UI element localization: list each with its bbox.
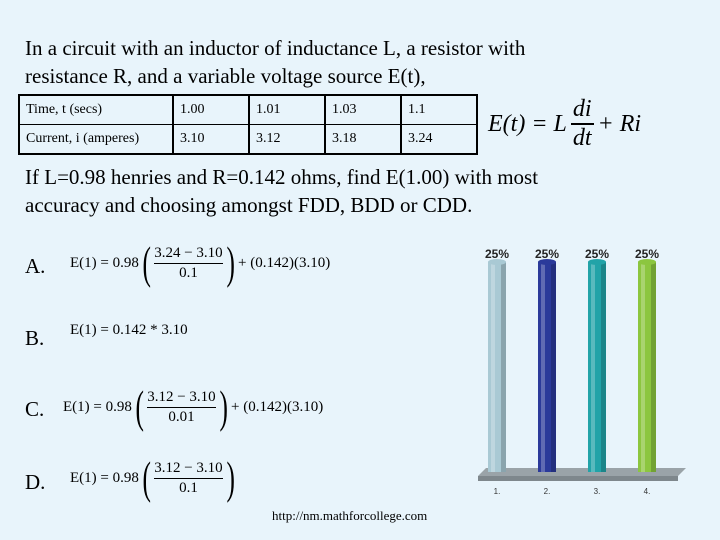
table-header-current: Current, i (amperes) [19,125,173,155]
formula-fraction [571,96,594,152]
chart-bar-highlight [491,262,495,472]
table-header-time: Time, t (secs) [19,95,173,125]
table-cell: 3.24 [401,125,477,155]
fraction-bar [154,478,222,479]
question-line-2: resistance R, and a variable voltage source E(t), [25,64,426,88]
question-line-1: In a circuit with an inductor of inductance L, a resistor with [25,36,526,60]
prompt-line-2: accuracy and choosing amongst FDD, BDD or CDD. [25,193,473,217]
right-paren: ) [226,452,235,503]
option-a-fraction [154,245,222,282]
response-chart [470,240,690,500]
option-d-expression[interactable] [70,452,238,503]
option-c-lhs: E(1) = 0.98 [63,398,132,415]
option-c-letter[interactable]: C. [25,397,45,421]
chart-category-label: 1. [493,487,501,496]
option-a-expression[interactable] [70,237,331,288]
option-d-denominator: 0.1 [179,479,198,496]
circuit-formula [488,96,641,152]
option-d-lhs: E(1) = 0.98 [70,469,139,486]
chart-bar-highlight [541,262,545,472]
data-table [18,94,478,155]
chart-category-label: 4. [643,487,651,496]
source-url[interactable]: http://nm.mathforcollege.com [272,508,428,523]
table-cell: 1.01 [249,95,325,125]
option-a-numerator: 3.24 − 3.10 [154,244,223,261]
option-a-denominator: 0.1 [179,264,198,281]
option-a-letter[interactable]: A. [25,254,46,278]
option-c-numerator: 3.12 − 3.10 [147,388,216,405]
chart-data-label: 25% [534,247,560,261]
table-cell: 1.03 [325,95,401,125]
table-cell: 3.12 [249,125,325,155]
table-cell: 1.00 [173,95,249,125]
fraction-bar [154,263,222,264]
chart-data-label: 25% [484,247,510,261]
chart-data-label: 25% [634,247,660,261]
table-cell: 3.10 [173,125,249,155]
left-paren: ( [135,381,144,432]
chart-bar-shade [651,262,656,472]
table-cell: 1.1 [401,95,477,125]
formula-numerator: di [572,96,592,122]
option-c-fraction [147,389,215,426]
formula-denominator: dt [572,125,592,151]
chart-bar-highlight [591,262,595,472]
table-cell: 3.18 [325,125,401,155]
chart-data-label: 25% [584,247,610,261]
chart-bar-shade [601,262,606,472]
left-paren: ( [142,237,151,288]
question-text [25,34,625,90]
chart-category-label: 3. [593,487,601,496]
right-paren: ) [226,237,235,288]
option-d-fraction [154,460,222,497]
option-a-tail: + (0.142)(3.10) [238,254,331,271]
chart-bar-highlight [641,262,645,472]
chart-category-label: 2. [543,487,551,496]
table-row-current [19,125,477,155]
table-row-time [19,95,477,125]
left-paren: ( [142,452,151,503]
prompt-line-1: If L=0.98 henries and R=0.142 ohms, find E(1.00) with most [25,165,539,189]
option-c-tail: + (0.142)(3.10) [231,398,324,415]
option-c-expression[interactable] [63,381,324,432]
option-a-lhs: E(1) = 0.98 [70,254,139,271]
formula-rhs: + Ri [597,110,642,137]
option-d-letter[interactable]: D. [25,470,46,494]
option-d-numerator: 3.12 − 3.10 [154,459,223,476]
fraction-bar [147,407,215,408]
option-b-expression[interactable] [70,322,188,339]
option-b-lhs: E(1) = 0.142 * 3.10 [70,322,188,338]
chart-bar-shade [551,262,556,472]
chart-floor-edge [478,476,678,481]
formula-lhs: E(t) = L [488,110,567,137]
chart-bar-shade [501,262,506,472]
option-b-letter[interactable]: B. [25,326,45,350]
right-paren: ) [219,381,228,432]
prompt-text [25,163,665,219]
option-c-denominator: 0.01 [168,408,195,425]
